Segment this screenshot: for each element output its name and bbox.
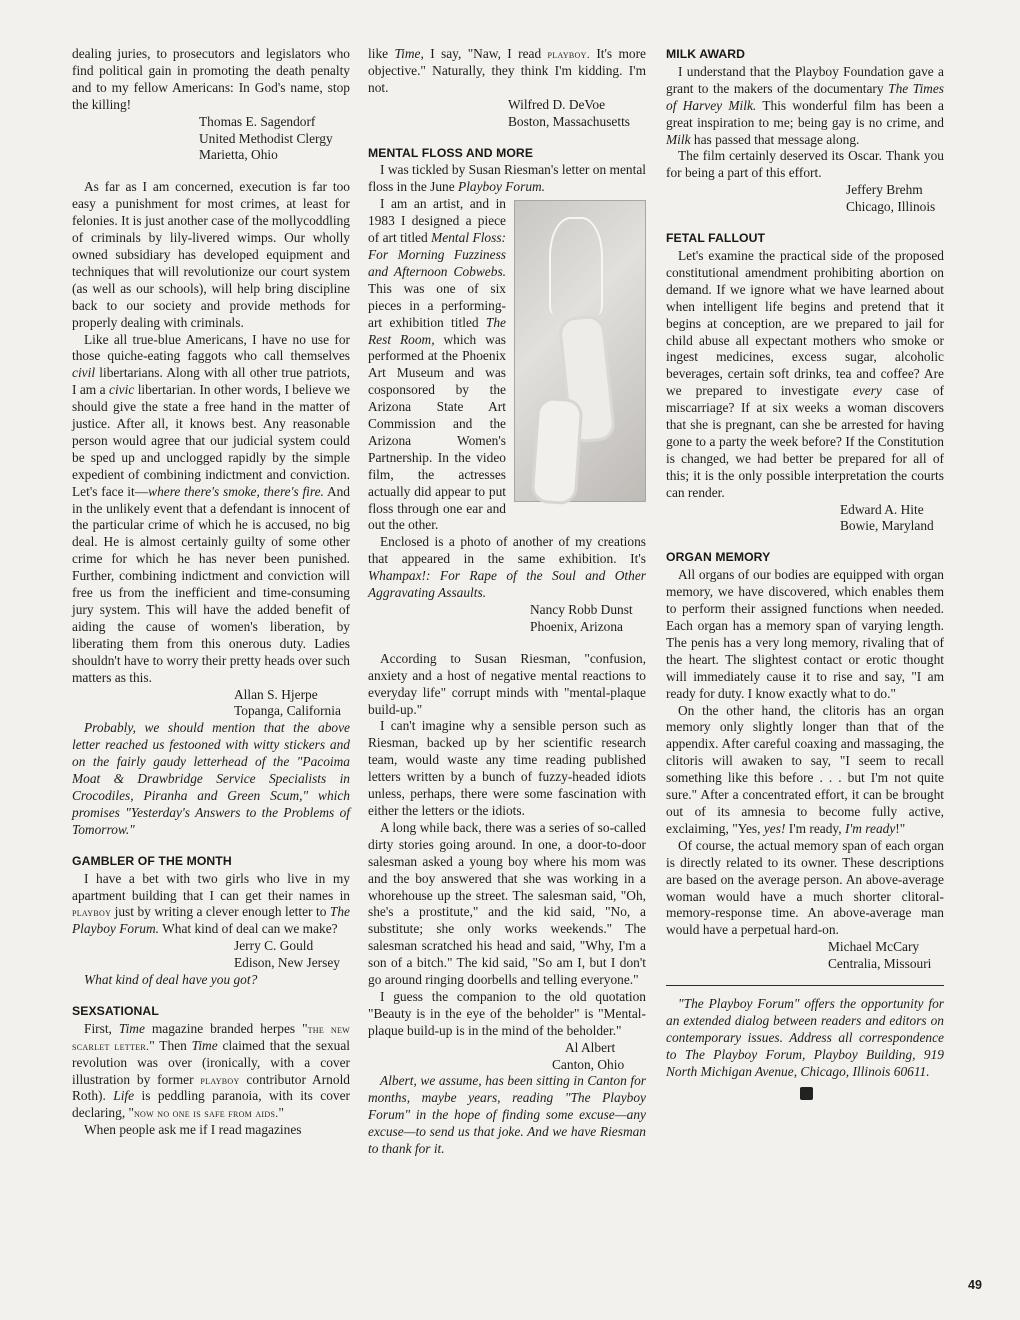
letter-text: According to Susan Riesman, "confusion, anxiety and a host of negative mental reactions to everyday life" corrupt minds with "mental-plaque build-up.": [368, 650, 646, 717]
section-heading: SEXSATIONAL: [72, 1003, 159, 1018]
section-heading: MILK AWARD: [666, 47, 746, 61]
column-2: [368, 46, 646, 1158]
divider: [666, 985, 944, 986]
signature-name: Jeffery Brehm: [846, 182, 923, 198]
signature-location: Centralia, Missouri: [828, 956, 932, 972]
letter-text: When people ask me if I read magazines: [84, 1122, 302, 1138]
section-heading: ORGAN MEMORY: [666, 550, 771, 565]
section-heading: MENTAL FLOSS AND MORE: [368, 145, 534, 160]
letter-text: All organs of our bodies are equipped with organ memory, we have discovered, which enables them to perform their assigned functions when needed. Each organ has a memory span of varying length. The penis has a very long memory, rivaling that of the heart. The slightest contact or erotic thought will immediately cause it to rise and say, "I am ready for duty. I know exactly what to do.": [666, 567, 944, 701]
letter-text: like Time, I say, "Naw, I read playboy. It's more objective." Naturally, they think I'm kidding. I'm not.: [368, 46, 646, 95]
signature-name: Jerry C. Gould: [234, 938, 314, 954]
letter-text: Of course, the actual memory span of each organ is directly related to its owner. These descriptions are based on the average person. An above-average woman would have a much shorter clitoral-memory-response time. An above-average man would have a perpetual hard-on.: [666, 837, 944, 938]
editor-reply: What kind of deal have you got?: [84, 972, 258, 988]
section-heading: FETAL FALLOUT: [666, 231, 766, 246]
signature-name: Thomas E. Sagendorf: [199, 113, 316, 129]
letter-text: I was tickled by Susan Riesman's letter on mental floss in the June Playboy Forum.: [368, 162, 646, 195]
letter-text: The film certainly deserved its Oscar. Thank you for being a part of this effort.: [666, 148, 944, 181]
signature-name: Edward A. Hite: [840, 501, 924, 517]
rabbit-logo-icon: [800, 1087, 813, 1100]
letter-text: Enclosed is a photo of another of my creations that appeared in the same exhibition. It's Whampax!: For Rape of the Soul and Other Aggravating Assaults.: [368, 534, 646, 601]
signature-location: Phoenix, Arizona: [530, 618, 623, 634]
signature-location: Bowie, Maryland: [840, 518, 934, 534]
signature-location: Canton, Ohio: [552, 1056, 625, 1072]
page-number: 49: [968, 1278, 982, 1292]
signature-location: Topanga, California: [234, 703, 341, 719]
letter-text: I have a bet with two girls who live in my apartment building that I can get their names in playboy just by writing a clever enough letter to The Playboy Forum. What kind of deal can we make?: [72, 870, 350, 937]
signature-name: Wilfred D. DeVoe: [508, 96, 606, 112]
letter-text: A long while back, there was a series of so-called dirty stories going around. In one, a door-to-door salesman asked a young boy where his mom was and the boy answered that she was working in a whorehouse up the street. The salesman said, "Oh, she's a prostitute," and the kid said, "No, a substitute; she only works weekends." The salesman scratched his head and said, "Why, I'm a son of a bitch." The kid said, "So am I, but I don't go around ringing doorbells and telling everyone.": [368, 819, 646, 988]
editor-reply: Albert, we assume, has been sitting in Canton for months, maybe years, reading "The Playboy Forum" in the hope of finding some excuse—any excuse—to send us that joke. And we have Riesman to thank for it.: [368, 1073, 646, 1157]
letter-text: Like all true-blue Americans, I have no use for those quiche-eating faggots who call themselves civil libertarians. Along with all other true patriots, I am a civic libertarian. In other words, I believe we should give the state a free hand in the matter of justice. After all, it knows best. Any reasonable person would agree that our judicial system could be sped up and unclogged rapidly by the simple expedient of combining indictment and conviction. Let's face it—where there's smoke, there's fire. And in the unlikely event that a defendant is innocent of the particular crime of which he is accused, no big deal. He is almost certainly guilty of some other crime for which he has never been punished. Further, combining indictment and conviction will free us from the inefficient and time-consuming jury system. This will have the added benefit of aiding the cause of women's liberation, by liberating them from this onerous duty. Ladies shouldn't have to worry their pretty heads over such matters as this.: [72, 331, 350, 685]
letter-text: On the other hand, the clitoris has an organ memory only slightly longer than that of the appendix. After careful coaxing and massaging, the clitoris will awaken to say, "I seem to recall something like this before . . . but I'm not quite sure." After a concentrated effort, it can be brought out of its amnesia to become fully active, exclaiming, "Yes, yes! I'm ready, I'm ready!": [666, 702, 944, 836]
letter-text: I am an artist, and in 1983 I designed a piece of art titled Mental Floss: For Morning Fuzziness and Afternoon Cobwebs. This was one of six pieces in a performing-art exhibition titled The Rest Room, which was performed at the Phoenix Art Museum and was cosponsored by the Arizona State Art Commission and the Arizona Women's Partnership. In the video film, the actresses actually did appear to put floss through one ear and out the other.: [368, 196, 646, 534]
letter-text: I understand that the Playboy Foundation gave a grant to the makers of the documentary The Times of Harvey Milk. This wonderful film has been a great inspiration to me; being gay is no crime, and Milk has passed that message along.: [666, 63, 945, 147]
signature-name: Allan S. Hjerpe: [234, 686, 318, 702]
letter-text: As far as I am concerned, execution is far too easy a punishment for most crimes, at least for felonies. It is just another case of the mollycoddling of criminals by lily-livered wimps. Our wholly owned subsidiary has developed equipment and techniques that will revolutionize our court system (as well as our schools), will help bring discipline back to our society and provide methods for properly dealing with criminals.: [72, 179, 350, 330]
forum-notice: "The Playboy Forum" offers the opportunity for an extended dialog between readers and editors on contemporary issues. Address all correspondence to The Playboy Forum, Playboy Building, 919 North Michigan Avenue, Chicago, Illinois 60611.: [666, 996, 944, 1079]
letter-text: dealing juries, to prosecutors and legislators who find political gain in promoting the death penalty and to my fellow Americans: In God's name, stop the killing!: [72, 46, 350, 112]
column-1: [72, 46, 350, 1139]
letter-text: First, Time magazine branded herpes "the new scarlet letter." Then Time claimed that the sexual revolution was over (ironically, with a cover illustration by former playboy contributor Arnold Roth). Life is peddling paranoia, with its cover declaring, "now no one is safe from aids.": [72, 1020, 351, 1121]
letter-text: I guess the companion to the old quotation "Beauty is in the eye of the beholder" is "Mental-plaque build-up is in the mind of the beholder.": [368, 988, 646, 1038]
signature-title: United Methodist Clergy: [199, 130, 333, 146]
signature-name: Al Albert: [565, 1039, 616, 1055]
signature-location: Boston, Massachusetts: [508, 113, 630, 129]
editor-reply: Probably, we should mention that the above letter reached us festooned with witty stickers and on the fairly gaudy letterhead of the "Pacoima Moat & Drawbridge Service Specialists in Crocodiles, Piranha and Green Scum," which promises "Yesterday's Answers to the Problems of Tomorrow.": [72, 720, 350, 837]
signature-location: Chicago, Illinois: [846, 199, 936, 215]
letter-text: Let's examine the practical side of the proposed constitutional amendment prohibiting abortion on demand. If we ignore what we have learned about when intelligent life begins and pretend that it begins at conception, are we prepared to jail for child abuse all expectant mothers who smoke or ingest medicines, excess sugar, alcoholic beverages, certain soft drinks, tea and coffee? Are we prepared to investigate every case of miscarriage? If at six weeks a woman discovers that she is pregnant, can she be arrested for having gone to a party the week before? If the Constitution is changed, we had better be prepared for all of this; it is the only possible interpretation the courts can render.: [666, 247, 944, 500]
whampax-photo: [514, 200, 646, 502]
letter-text: I can't imagine why a sensible person such as Riesman, backed up by her scientific research team, would waste any time reading published letters written by a bunch of fuzzy-headed idiots unless, perhaps, there were some fascination with either the letters or the idiots.: [368, 718, 646, 818]
signature-name: Michael McCary: [828, 939, 920, 955]
signature-location: Edison, New Jersey: [234, 955, 340, 971]
section-heading: GAMBLER OF THE MONTH: [72, 853, 232, 868]
column-3: [666, 46, 944, 1100]
signature-location: Marietta, Ohio: [199, 147, 278, 163]
signature-name: Nancy Robb Dunst: [530, 602, 633, 617]
